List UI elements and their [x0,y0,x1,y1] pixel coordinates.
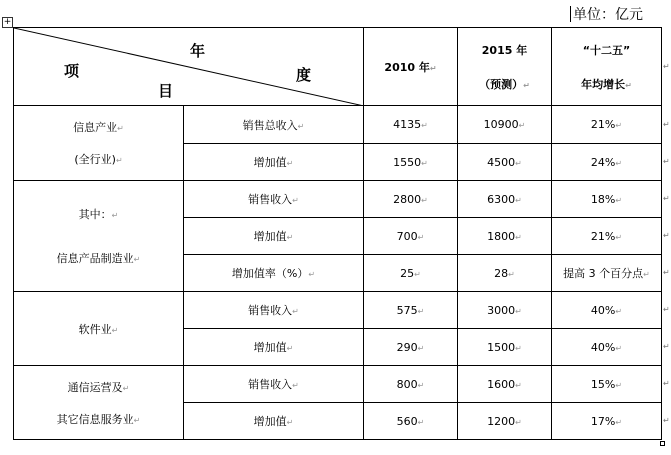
cell-y2015: 6300↵ [458,181,552,218]
group-name-line2: (全行业) [74,153,116,166]
group-name-cell: 其中：↵ 信息产品制造业↵ [14,181,184,292]
group-name-line2: 信息产品制造业 [56,252,134,265]
cell-y2010: 290↵ [364,329,458,366]
table-row [14,106,662,144]
cell-metric: 销售收入↵ [184,181,364,218]
cell-y2015: 10900↵ [458,106,552,144]
header-mu-char: 目 [158,82,174,100]
group-name-cell: 软件业↵ [14,292,184,366]
cell-y2015: 1600↵ [458,366,552,403]
cell-growth: 24%↵ [552,144,662,181]
row-end-mark: ↵ [663,157,670,166]
cell-y2015: 4500↵ [458,144,552,181]
group-name-cell: 通信运营及↵ 其它信息服务业↵ [14,366,184,440]
cell-y2015: 3000↵ [458,292,552,329]
cell-y2010: 4135↵ [364,106,458,144]
row-end-mark: ↵ [663,194,670,203]
table-row [14,366,662,403]
header-growth: “十二五” 年均增长↵ [552,28,662,106]
header-du-char: 度 [296,66,312,84]
cell-metric: 销售总收入↵ [184,106,364,144]
text-cursor [570,6,571,22]
cell-y2010: 1550↵ [364,144,458,181]
cell-metric: 增加值率（%）↵ [184,255,364,292]
cell-metric: 销售收入↵ [184,292,364,329]
cell-growth: 40%↵ [552,329,662,366]
cell-growth: 15%↵ [552,366,662,403]
cell-growth: 17%↵ [552,403,662,440]
table-row [14,181,662,218]
row-end-mark: ↵ [663,379,670,388]
unit-label [570,4,643,24]
cell-y2010: 575↵ [364,292,458,329]
table-row [14,292,662,329]
cell-y2010: 800↵ [364,366,458,403]
row-end-mark: ↵ [663,231,670,240]
group-name-line1: 通信运营及 [67,380,123,394]
header-year-char: 年 [190,42,206,60]
cell-y2015: 1500↵ [458,329,552,366]
group-name-line1: 信息产业 [73,121,118,134]
row-end-mark: ↵ [663,416,670,425]
table-end-marker [660,441,665,446]
cell-growth: 40%↵ [552,292,662,329]
cell-metric: 增加值↵ [184,403,364,440]
cell-growth: 提高 3 个百分点↵ [552,255,662,292]
header-2010: 2010 年↵ [364,28,458,106]
row-end-mark: ↵ [663,119,670,129]
cell-y2010: 2800↵ [364,181,458,218]
group-name-line1: 软件业 [78,322,112,336]
header-xiang-char: 项 [64,62,80,80]
cell-metric: 销售收入↵ [184,366,364,403]
cell-metric: 增加值↵ [184,144,364,181]
cell-metric: 增加值↵ [184,218,364,255]
header-row [14,28,662,106]
row-end-mark: ↵ [663,305,670,314]
cell-y2010: 700↵ [364,218,458,255]
group-name-line2: 其它信息服务业 [56,412,134,426]
cell-metric: 增加值↵ [184,329,364,366]
cell-y2010: 560↵ [364,403,458,440]
diagonal-header-cell [14,28,364,106]
row-end-mark: ↵ [663,61,670,71]
data-table [13,27,662,440]
unit-text: 单位：亿元 [573,7,643,23]
group-name-cell: 信息产业↵ (全行业)↵ [14,106,184,181]
cell-y2010: 25↵ [364,255,458,292]
table-move-handle-icon[interactable]: + [3,17,12,27]
header-2015: 2015 年 （预测）↵ [458,28,552,106]
row-end-mark: ↵ [663,342,670,351]
cell-y2015: 28↵ [458,255,552,292]
cell-y2015: 1200↵ [458,403,552,440]
row-end-mark: ↵ [663,268,670,277]
cell-growth: 18%↵ [552,181,662,218]
group-name-line1: 其中： [78,208,112,221]
cell-growth: 21%↵ [552,218,662,255]
cell-growth: 21%↵ [552,106,662,144]
cell-y2015: 1800↵ [458,218,552,255]
